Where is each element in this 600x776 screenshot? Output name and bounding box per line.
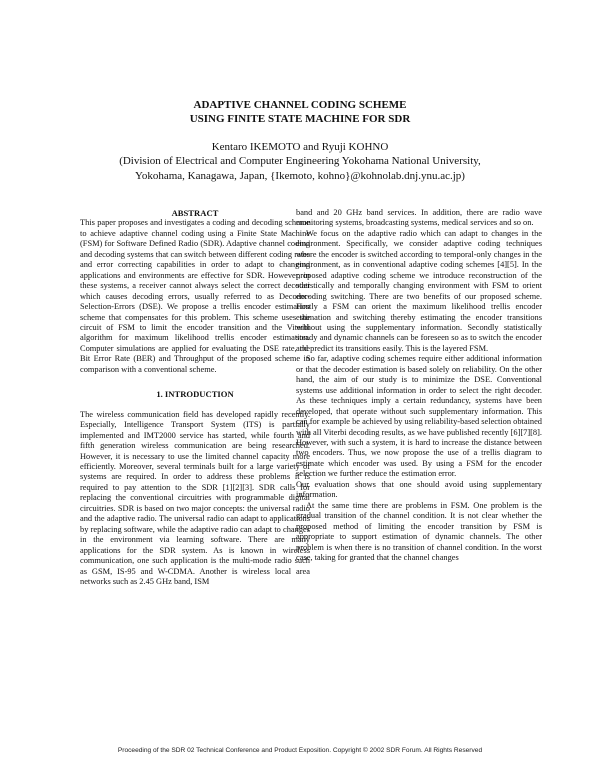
right-column — [296, 208, 542, 563]
abstract-text: This paper proposes and investigates a coding and decoding scheme to achieve adaptive channel coding using a Finite State Machine (FSM) for Software Defined Radio (SDR). Adaptive channel coding and decoding systems that can switch between different coding rates and error correcting capabilities in order to adapt to changing applications and environments are effective for SDR. However, in these systems, a receiver cannot always select the correct decoder which causes decoding errors, usually referred to as Decoder-Selection-Errors (DSE). We propose a trellis encoder estimation scheme that compensates for this problem. This scheme uses the circuit of FSM to limit the encoder transition and the Viterbi algorithm for maximum likelihood trellis encoder estimation. Computer simulations are applied for evaluating the DSE rate, the Bit Error Rate (BER) and Throughput of the proposed scheme in comparison with a conventional scheme. — [80, 218, 310, 374]
body-paragraph: Our evaluation shows that one should avoid using supplementary information. — [296, 479, 542, 500]
author-address: Yokohama, Kanagawa, Japan, {Ikemoto, kohno}@kohnolab.dnj.ynu.ac.jp) — [135, 169, 465, 182]
left-column — [80, 208, 310, 587]
author-names: Kentaro IKEMOTO and Ryuji KOHNO — [211, 141, 389, 153]
abstract-heading: ABSTRACT — [171, 208, 219, 218]
body-paragraph: band and 20 GHz band services. In addition, there are radio wave monitoring systems, broadcasting systems, medical services and so on. — [296, 208, 542, 228]
body-paragraph: At the same time there are problems in FSM. One problem is the gradual transition of the channel condition. It is not clear whether the proposed method of limiting the encoder transition by FSM is appropriate to support estimation of dynamic channels. The other problem is when there is no transition of channel condition. In the worst case, taking for granted that the channel changes — [296, 500, 542, 562]
title-line: USING FINITE STATE MACHINE FOR SDR — [189, 113, 411, 125]
title-line: ADAPTIVE CHANNEL CODING SCHEME — [193, 99, 407, 111]
page-footer: Proceeding of the SDR 02 Technical Conference and Product Exposition. Copyright © 2002 SDR Forum. All Rights Reserved — [117, 747, 483, 754]
author-affiliation: (Division of Electrical and Computer Engineering Yokohama National University, — [119, 155, 481, 168]
introduction-heading: 1. INTRODUCTION — [156, 389, 234, 400]
introduction-text: The wireless communication field has developed rapidly recently. Especially, Intelligence Transport System (ITS) is partially implemented and IMT2000 service has started, while fourth and fifth generation wireless communication are being researched. However, it is necessary to use the limited channel capacity more efficiently. Moreover, several terminals built for a large variety of systems are required. In order to address these problems it is required to pay attention to the SDR [1][2][3]. SDR calls for replacing the conventional circuitries with programmable digital circuitries. SDR is based on two major concepts: the universal radio and the adaptive radio. The universal radio can adapt to applications by replacing software, while the adaptive radio can adapt to changes in the environment via learning software. There are many applications for the SDR system. As is known in wireless communication, one such application is the multi-mode radio such as GSM, IS-95 and W-CDMA. Another is wireless local area networks such as 2.45 GHz band, ISM — [80, 409, 310, 586]
body-paragraph: We focus on the adaptive radio which can adapt to changes in the environment. Specifically, we consider adaptive coding techniques where the encoder is switched according to temporal-only changes in the environment, as in conventional adaptive coding schemes [4][5]. In the proposed adaptive coding scheme we introduce reconstruction of the statistically and temporally changing environment with FSM to orient encoding switching. There are two benefits of our proposed scheme. Firstly a FSM can orient the maximum likelihood trellis encoder estimation and switching thereby estimating the encoder transitions without using the supplementary information. Secondly statistically steady and dynamic channels can be foreseen so as to switch the encoder and predict its transitions easily. This is the layered FSM. — [296, 228, 542, 353]
body-paragraph: So far, adaptive coding schemes require either additional information or that the decoder estimation is based solely on reliability. On the other hand, the aim of our study is to minimize the DSE. Conventional systems use additional information in order to select the right decoder. As these techniques imply a certain redundancy, systems have been developed, that operate without such supplementary information. This can for example be achieved by using reliability-based selection obtained with all Viterbi decoding results, as we have published recently [6][7][8]. However, with such a system, it is hard to increase the distance between two encoders. Thus, we now propose the use of a trellis diagram to estimate which encoder was used. By using a FSM for the encoder selection we further reduce the estimation error. — [296, 354, 542, 479]
author-block — [0, 140, 600, 183]
paper-title — [0, 98, 600, 126]
